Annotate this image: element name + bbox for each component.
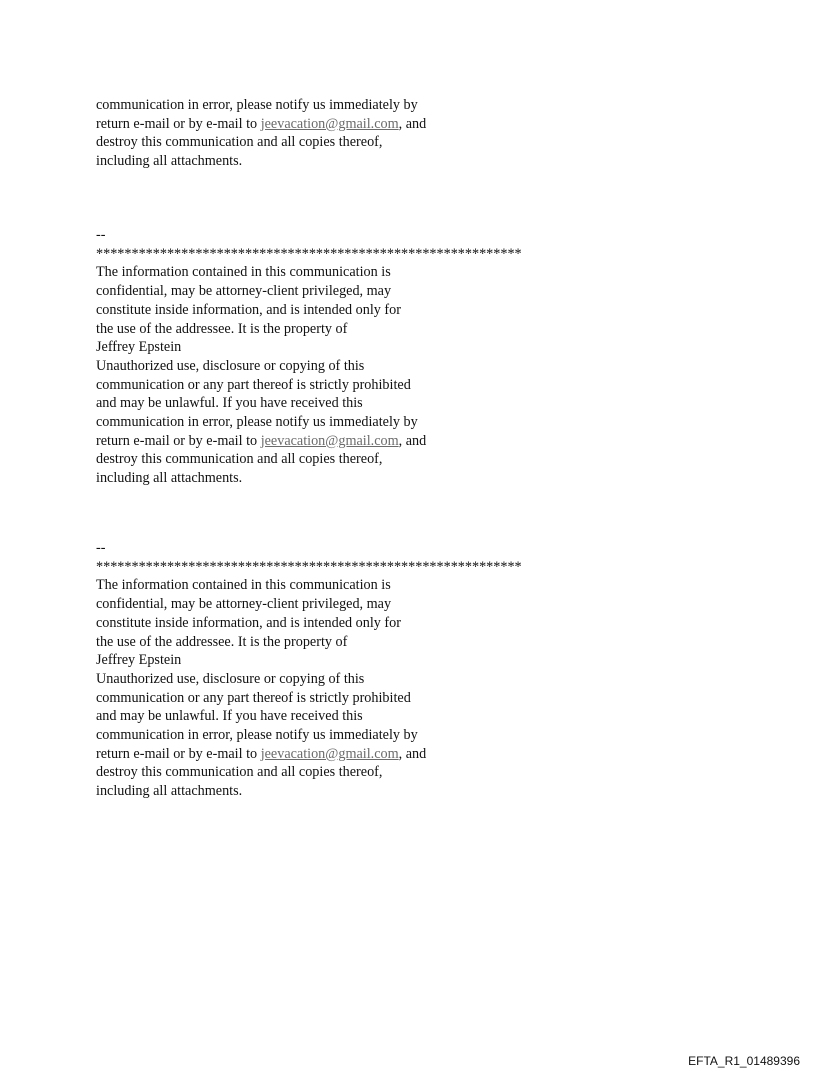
text-segment: --	[96, 540, 106, 556]
text-segment: destroy this communication and all copies thereof,	[96, 134, 383, 151]
text-line	[96, 707, 616, 726]
text-segment: Jeffrey Epstein	[96, 652, 182, 669]
text-segment: , and	[398, 115, 427, 132]
disclaimer-fragment	[96, 96, 616, 171]
email-link[interactable]: jeevacation@gmail.com	[260, 115, 399, 132]
text-segment: , and	[398, 432, 427, 449]
text-line	[96, 539, 616, 558]
text-segment: communication or any part thereof is strictly prohibited	[96, 689, 411, 706]
text-segment: Jeffrey Epstein	[96, 339, 182, 356]
text-line	[96, 726, 616, 745]
text-segment: confidential, may be attorney-client privileged, may	[96, 596, 392, 613]
text-line	[96, 633, 616, 652]
text-line	[96, 263, 616, 282]
text-segment: and may be unlawful. If you have received this	[96, 708, 363, 725]
text-line	[96, 670, 616, 689]
disclaimer-block-2	[96, 539, 616, 801]
text-line	[96, 338, 616, 357]
text-line	[96, 115, 616, 134]
text-line	[96, 469, 616, 488]
text-segment: return e-mail or by e-mail to	[96, 745, 261, 762]
text-segment: communication in error, please notify us immediately by	[96, 414, 418, 431]
text-segment: communication or any part thereof is strictly prohibited	[96, 376, 411, 393]
text-segment: the use of the addressee. It is the property of	[96, 320, 348, 337]
text-line	[96, 394, 616, 413]
text-line	[96, 320, 616, 339]
text-line	[96, 357, 616, 376]
email-link[interactable]: jeevacation@gmail.com	[260, 745, 399, 762]
text-segment: and may be unlawful. If you have received this	[96, 395, 363, 412]
text-segment: destroy this communication and all copies thereof,	[96, 764, 383, 781]
text-line	[96, 301, 616, 320]
text-segment: including all attachments.	[96, 783, 243, 800]
text-segment: , and	[398, 745, 427, 762]
text-line	[96, 96, 616, 115]
text-segment: --	[96, 227, 106, 243]
text-segment: The information contained in this communication is	[96, 577, 391, 594]
text-line	[96, 413, 616, 432]
text-segment: return e-mail or by e-mail to	[96, 115, 261, 132]
text-line	[96, 282, 616, 301]
text-segment: Unauthorized use, disclosure or copying of this	[96, 670, 365, 687]
document-id-stamp: EFTA_R1_01489396	[688, 1054, 800, 1068]
text-segment: The information contained in this communication is	[96, 264, 391, 281]
text-segment: Unauthorized use, disclosure or copying of this	[96, 357, 365, 374]
text-line	[96, 651, 616, 670]
text-segment: constitute inside information, and is intended only for	[96, 301, 401, 318]
text-line	[96, 558, 616, 577]
text-line	[96, 782, 616, 801]
text-segment: communication in error, please notify us immediately by	[96, 97, 418, 113]
text-line	[96, 226, 616, 245]
text-line	[96, 450, 616, 469]
text-line	[96, 595, 616, 614]
text-segment: constitute inside information, and is intended only for	[96, 614, 401, 631]
separator-line: ************************************************************	[96, 245, 522, 262]
text-segment: the use of the addressee. It is the property of	[96, 633, 348, 650]
text-line	[96, 576, 616, 595]
text-segment: communication in error, please notify us immediately by	[96, 727, 418, 744]
separator-line: ************************************************************	[96, 558, 522, 575]
disclaimer-block-1	[96, 226, 616, 488]
text-segment: including all attachments.	[96, 153, 243, 170]
text-line	[96, 376, 616, 395]
text-line	[96, 152, 616, 171]
text-segment: destroy this communication and all copies thereof,	[96, 451, 383, 468]
text-line	[96, 245, 616, 264]
email-link[interactable]: jeevacation@gmail.com	[260, 432, 399, 449]
text-segment: including all attachments.	[96, 470, 243, 487]
text-line	[96, 745, 616, 764]
text-line	[96, 689, 616, 708]
text-segment: return e-mail or by e-mail to	[96, 432, 261, 449]
text-line	[96, 614, 616, 633]
text-segment: confidential, may be attorney-client privileged, may	[96, 283, 392, 300]
text-line	[96, 763, 616, 782]
text-line	[96, 133, 616, 152]
text-line	[96, 432, 616, 451]
